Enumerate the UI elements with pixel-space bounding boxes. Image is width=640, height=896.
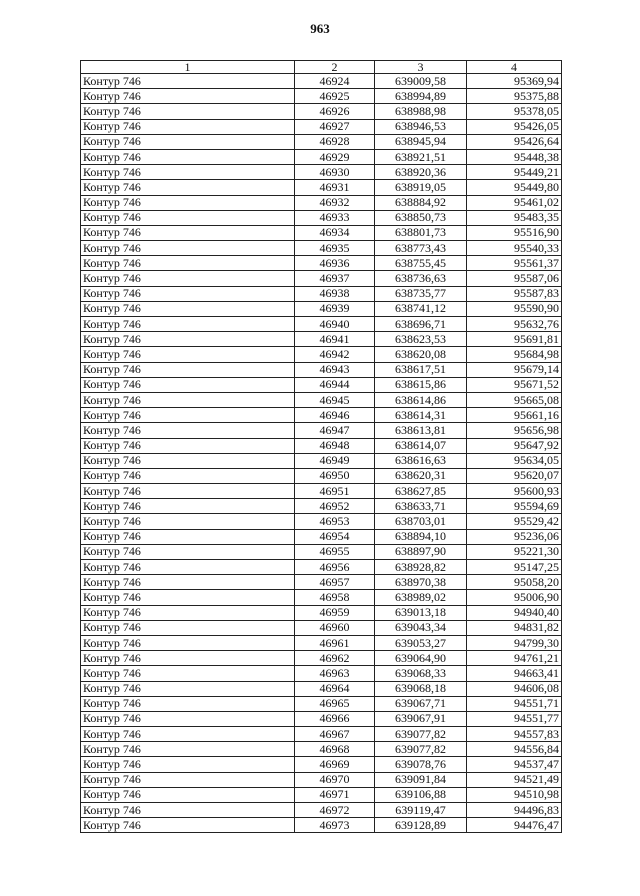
- x-coordinate-cell: 638989,02: [375, 590, 467, 605]
- table-row: [81, 484, 562, 499]
- y-coordinate-cell: 95147,25: [467, 560, 562, 575]
- table-row: [81, 529, 562, 544]
- table-row: [81, 787, 562, 802]
- x-coordinate-cell: 638897,90: [375, 544, 467, 559]
- y-coordinate-cell: 95632,76: [467, 317, 562, 332]
- x-coordinate-cell: 639128,89: [375, 818, 467, 833]
- point-number-cell: 46965: [295, 696, 375, 711]
- point-number-cell: 46964: [295, 681, 375, 696]
- x-coordinate-cell: 638614,07: [375, 438, 467, 453]
- y-coordinate-cell: 95058,20: [467, 575, 562, 590]
- point-number-cell: 46959: [295, 605, 375, 620]
- contour-name-cell: Контур 746: [81, 408, 295, 423]
- x-coordinate-cell: 639091,84: [375, 772, 467, 787]
- y-coordinate-cell: 95656,98: [467, 423, 562, 438]
- x-coordinate-cell: 638620,31: [375, 468, 467, 483]
- y-coordinate-cell: 94761,21: [467, 651, 562, 666]
- contour-name-cell: Контур 746: [81, 651, 295, 666]
- y-coordinate-cell: 94606,08: [467, 681, 562, 696]
- table-row: [81, 134, 562, 149]
- y-coordinate-cell: 95587,06: [467, 271, 562, 286]
- x-coordinate-cell: 638614,86: [375, 392, 467, 407]
- y-coordinate-cell: 95594,69: [467, 499, 562, 514]
- point-number-cell: 46939: [295, 301, 375, 316]
- table-row: [81, 681, 562, 696]
- point-number-cell: 46949: [295, 453, 375, 468]
- y-coordinate-cell: 94799,30: [467, 635, 562, 650]
- contour-name-cell: Контур 746: [81, 681, 295, 696]
- column-header-2: 2: [295, 61, 375, 74]
- contour-name-cell: Контур 746: [81, 772, 295, 787]
- contour-name-cell: Контур 746: [81, 757, 295, 772]
- contour-name-cell: Контур 746: [81, 484, 295, 499]
- table-row: [81, 453, 562, 468]
- point-number-cell: 46941: [295, 332, 375, 347]
- contour-name-cell: Контур 746: [81, 514, 295, 529]
- x-coordinate-cell: 639077,82: [375, 742, 467, 757]
- contour-name-cell: Контур 746: [81, 362, 295, 377]
- y-coordinate-cell: 95529,42: [467, 514, 562, 529]
- point-number-cell: 46951: [295, 484, 375, 499]
- x-coordinate-cell: 638755,45: [375, 256, 467, 271]
- contour-name-cell: Контур 746: [81, 165, 295, 180]
- x-coordinate-cell: 638946,53: [375, 119, 467, 134]
- column-header-4: 4: [467, 61, 562, 74]
- table-row: [81, 438, 562, 453]
- x-coordinate-cell: 638945,94: [375, 134, 467, 149]
- point-number-cell: 46961: [295, 635, 375, 650]
- y-coordinate-cell: 95448,38: [467, 149, 562, 164]
- x-coordinate-cell: 639043,34: [375, 620, 467, 635]
- contour-name-cell: Контур 746: [81, 241, 295, 256]
- contour-name-cell: Контур 746: [81, 453, 295, 468]
- x-coordinate-cell: 639106,88: [375, 787, 467, 802]
- contour-name-cell: Контур 746: [81, 544, 295, 559]
- contour-name-cell: Контур 746: [81, 210, 295, 225]
- y-coordinate-cell: 94510,98: [467, 787, 562, 802]
- y-coordinate-cell: 95378,05: [467, 104, 562, 119]
- point-number-cell: 46954: [295, 529, 375, 544]
- point-number-cell: 46934: [295, 225, 375, 240]
- contour-name-cell: Контур 746: [81, 104, 295, 119]
- y-coordinate-cell: 95647,92: [467, 438, 562, 453]
- point-number-cell: 46950: [295, 468, 375, 483]
- table-row: [81, 317, 562, 332]
- table-body: [81, 74, 562, 833]
- point-number-cell: 46942: [295, 347, 375, 362]
- contour-name-cell: Контур 746: [81, 818, 295, 833]
- contour-name-cell: Контур 746: [81, 134, 295, 149]
- y-coordinate-cell: 94537,47: [467, 757, 562, 772]
- y-coordinate-cell: 94496,83: [467, 803, 562, 818]
- table-row: [81, 286, 562, 301]
- point-number-cell: 46935: [295, 241, 375, 256]
- point-number-cell: 46970: [295, 772, 375, 787]
- contour-name-cell: Контур 746: [81, 119, 295, 134]
- contour-name-cell: Контур 746: [81, 560, 295, 575]
- point-number-cell: 46966: [295, 711, 375, 726]
- y-coordinate-cell: 95590,90: [467, 301, 562, 316]
- point-number-cell: 46930: [295, 165, 375, 180]
- point-number-cell: 46940: [295, 317, 375, 332]
- y-coordinate-cell: 95540,33: [467, 241, 562, 256]
- y-coordinate-cell: 95684,98: [467, 347, 562, 362]
- table-row: [81, 772, 562, 787]
- y-coordinate-cell: 95449,21: [467, 165, 562, 180]
- contour-name-cell: Контур 746: [81, 286, 295, 301]
- y-coordinate-cell: 95679,14: [467, 362, 562, 377]
- point-number-cell: 46967: [295, 727, 375, 742]
- contour-name-cell: Контур 746: [81, 225, 295, 240]
- x-coordinate-cell: 638735,77: [375, 286, 467, 301]
- x-coordinate-cell: 638894,10: [375, 529, 467, 544]
- point-number-cell: 46945: [295, 392, 375, 407]
- table-row: [81, 165, 562, 180]
- point-number-cell: 46929: [295, 149, 375, 164]
- y-coordinate-cell: 95426,05: [467, 119, 562, 134]
- y-coordinate-cell: 94521,49: [467, 772, 562, 787]
- table-row: [81, 180, 562, 195]
- contour-name-cell: Контур 746: [81, 499, 295, 514]
- table-row: [81, 651, 562, 666]
- y-coordinate-cell: 95587,83: [467, 286, 562, 301]
- point-number-cell: 46968: [295, 742, 375, 757]
- y-coordinate-cell: 95600,93: [467, 484, 562, 499]
- table-header-row: [81, 61, 562, 74]
- x-coordinate-cell: 639068,33: [375, 666, 467, 681]
- y-coordinate-cell: 95221,30: [467, 544, 562, 559]
- table-row: [81, 575, 562, 590]
- y-coordinate-cell: 94557,83: [467, 727, 562, 742]
- contour-name-cell: Контур 746: [81, 666, 295, 681]
- x-coordinate-cell: 638994,89: [375, 89, 467, 104]
- table-row: [81, 119, 562, 134]
- contour-name-cell: Контур 746: [81, 529, 295, 544]
- x-coordinate-cell: 638988,98: [375, 104, 467, 119]
- table-row: [81, 635, 562, 650]
- contour-name-cell: Контур 746: [81, 195, 295, 210]
- x-coordinate-cell: 638623,53: [375, 332, 467, 347]
- contour-name-cell: Контур 746: [81, 256, 295, 271]
- point-number-cell: 46946: [295, 408, 375, 423]
- table-row: [81, 301, 562, 316]
- contour-name-cell: Контур 746: [81, 271, 295, 286]
- y-coordinate-cell: 94940,40: [467, 605, 562, 620]
- y-coordinate-cell: 95634,05: [467, 453, 562, 468]
- x-coordinate-cell: 638773,43: [375, 241, 467, 256]
- x-coordinate-cell: 638617,51: [375, 362, 467, 377]
- contour-name-cell: Контур 746: [81, 605, 295, 620]
- table-row: [81, 377, 562, 392]
- contour-name-cell: Контур 746: [81, 74, 295, 89]
- contour-name-cell: Контур 746: [81, 301, 295, 316]
- x-coordinate-cell: 638920,36: [375, 165, 467, 180]
- y-coordinate-cell: 94551,71: [467, 696, 562, 711]
- y-coordinate-cell: 94663,41: [467, 666, 562, 681]
- table-row: [81, 89, 562, 104]
- x-coordinate-cell: 638703,01: [375, 514, 467, 529]
- x-coordinate-cell: 638928,82: [375, 560, 467, 575]
- table-row: [81, 544, 562, 559]
- point-number-cell: 46924: [295, 74, 375, 89]
- table-row: [81, 225, 562, 240]
- y-coordinate-cell: 94551,77: [467, 711, 562, 726]
- table-row: [81, 696, 562, 711]
- x-coordinate-cell: 638615,86: [375, 377, 467, 392]
- contour-name-cell: Контур 746: [81, 377, 295, 392]
- table-row: [81, 362, 562, 377]
- y-coordinate-cell: 95449,80: [467, 180, 562, 195]
- y-coordinate-cell: 95369,94: [467, 74, 562, 89]
- x-coordinate-cell: 639013,18: [375, 605, 467, 620]
- y-coordinate-cell: 95426,64: [467, 134, 562, 149]
- point-number-cell: 46938: [295, 286, 375, 301]
- y-coordinate-cell: 95661,16: [467, 408, 562, 423]
- y-coordinate-cell: 95691,81: [467, 332, 562, 347]
- y-coordinate-cell: 95461,02: [467, 195, 562, 210]
- table-row: [81, 803, 562, 818]
- contour-name-cell: Контур 746: [81, 787, 295, 802]
- point-number-cell: 46956: [295, 560, 375, 575]
- y-coordinate-cell: 94556,84: [467, 742, 562, 757]
- point-number-cell: 46944: [295, 377, 375, 392]
- x-coordinate-cell: 638741,12: [375, 301, 467, 316]
- point-number-cell: 46928: [295, 134, 375, 149]
- coordinates-table: [80, 60, 562, 833]
- point-number-cell: 46948: [295, 438, 375, 453]
- x-coordinate-cell: 638613,81: [375, 423, 467, 438]
- contour-name-cell: Контур 746: [81, 635, 295, 650]
- contour-name-cell: Контур 746: [81, 317, 295, 332]
- contour-name-cell: Контур 746: [81, 438, 295, 453]
- contour-name-cell: Контур 746: [81, 590, 295, 605]
- y-coordinate-cell: 95561,37: [467, 256, 562, 271]
- column-header-3: 3: [375, 61, 467, 74]
- x-coordinate-cell: 639067,91: [375, 711, 467, 726]
- contour-name-cell: Контур 746: [81, 347, 295, 362]
- point-number-cell: 46926: [295, 104, 375, 119]
- contour-name-cell: Контур 746: [81, 468, 295, 483]
- point-number-cell: 46972: [295, 803, 375, 818]
- contour-name-cell: Контур 746: [81, 620, 295, 635]
- table-row: [81, 104, 562, 119]
- table-row: [81, 423, 562, 438]
- y-coordinate-cell: 95665,08: [467, 392, 562, 407]
- point-number-cell: 46933: [295, 210, 375, 225]
- contour-name-cell: Контур 746: [81, 696, 295, 711]
- table-row: [81, 271, 562, 286]
- point-number-cell: 46947: [295, 423, 375, 438]
- column-header-1: 1: [81, 61, 295, 74]
- point-number-cell: 46963: [295, 666, 375, 681]
- table-row: [81, 514, 562, 529]
- table-row: [81, 560, 562, 575]
- x-coordinate-cell: 638970,38: [375, 575, 467, 590]
- point-number-cell: 46957: [295, 575, 375, 590]
- point-number-cell: 46925: [295, 89, 375, 104]
- contour-name-cell: Контур 746: [81, 392, 295, 407]
- table-row: [81, 499, 562, 514]
- x-coordinate-cell: 639053,27: [375, 635, 467, 650]
- y-coordinate-cell: 94831,82: [467, 620, 562, 635]
- contour-name-cell: Контур 746: [81, 332, 295, 347]
- y-coordinate-cell: 95006,90: [467, 590, 562, 605]
- y-coordinate-cell: 95375,88: [467, 89, 562, 104]
- point-number-cell: 46943: [295, 362, 375, 377]
- table-row: [81, 620, 562, 635]
- contour-name-cell: Контур 746: [81, 423, 295, 438]
- y-coordinate-cell: 95671,52: [467, 377, 562, 392]
- contour-name-cell: Контур 746: [81, 575, 295, 590]
- table-row: [81, 256, 562, 271]
- table-row: [81, 666, 562, 681]
- contour-name-cell: Контур 746: [81, 711, 295, 726]
- table-row: [81, 711, 562, 726]
- table-row: [81, 210, 562, 225]
- x-coordinate-cell: 639068,18: [375, 681, 467, 696]
- point-number-cell: 46936: [295, 256, 375, 271]
- point-number-cell: 46969: [295, 757, 375, 772]
- y-coordinate-cell: 94476,47: [467, 818, 562, 833]
- point-number-cell: 46927: [295, 119, 375, 134]
- table-row: [81, 347, 562, 362]
- point-number-cell: 46952: [295, 499, 375, 514]
- x-coordinate-cell: 638919,05: [375, 180, 467, 195]
- point-number-cell: 46962: [295, 651, 375, 666]
- x-coordinate-cell: 639009,58: [375, 74, 467, 89]
- x-coordinate-cell: 638850,73: [375, 210, 467, 225]
- x-coordinate-cell: 638736,63: [375, 271, 467, 286]
- table-row: [81, 468, 562, 483]
- y-coordinate-cell: 95236,06: [467, 529, 562, 544]
- y-coordinate-cell: 95483,35: [467, 210, 562, 225]
- x-coordinate-cell: 638921,51: [375, 149, 467, 164]
- x-coordinate-cell: 639067,71: [375, 696, 467, 711]
- point-number-cell: 46931: [295, 180, 375, 195]
- point-number-cell: 46955: [295, 544, 375, 559]
- table-row: [81, 727, 562, 742]
- point-number-cell: 46932: [295, 195, 375, 210]
- table-row: [81, 818, 562, 833]
- point-number-cell: 46973: [295, 818, 375, 833]
- point-number-cell: 46971: [295, 787, 375, 802]
- x-coordinate-cell: 638801,73: [375, 225, 467, 240]
- y-coordinate-cell: 95620,07: [467, 468, 562, 483]
- point-number-cell: 46953: [295, 514, 375, 529]
- x-coordinate-cell: 638627,85: [375, 484, 467, 499]
- contour-name-cell: Контур 746: [81, 180, 295, 195]
- x-coordinate-cell: 639077,82: [375, 727, 467, 742]
- table-row: [81, 149, 562, 164]
- page-number: 963: [310, 21, 330, 36]
- contour-name-cell: Контур 746: [81, 803, 295, 818]
- x-coordinate-cell: 638614,31: [375, 408, 467, 423]
- x-coordinate-cell: 638696,71: [375, 317, 467, 332]
- contour-name-cell: Контур 746: [81, 89, 295, 104]
- x-coordinate-cell: 638620,08: [375, 347, 467, 362]
- x-coordinate-cell: 639064,90: [375, 651, 467, 666]
- x-coordinate-cell: 639119,47: [375, 803, 467, 818]
- table-row: [81, 74, 562, 89]
- contour-name-cell: Контур 746: [81, 742, 295, 757]
- table-row: [81, 392, 562, 407]
- table-row: [81, 195, 562, 210]
- x-coordinate-cell: 638884,92: [375, 195, 467, 210]
- contour-name-cell: Контур 746: [81, 727, 295, 742]
- point-number-cell: 46937: [295, 271, 375, 286]
- point-number-cell: 46958: [295, 590, 375, 605]
- contour-name-cell: Контур 746: [81, 149, 295, 164]
- table-row: [81, 590, 562, 605]
- x-coordinate-cell: 638633,71: [375, 499, 467, 514]
- table-row: [81, 605, 562, 620]
- table-row: [81, 241, 562, 256]
- x-coordinate-cell: 639078,76: [375, 757, 467, 772]
- y-coordinate-cell: 95516,90: [467, 225, 562, 240]
- table-row: [81, 742, 562, 757]
- point-number-cell: 46960: [295, 620, 375, 635]
- table-row: [81, 408, 562, 423]
- table-row: [81, 757, 562, 772]
- x-coordinate-cell: 638616,63: [375, 453, 467, 468]
- table-row: [81, 332, 562, 347]
